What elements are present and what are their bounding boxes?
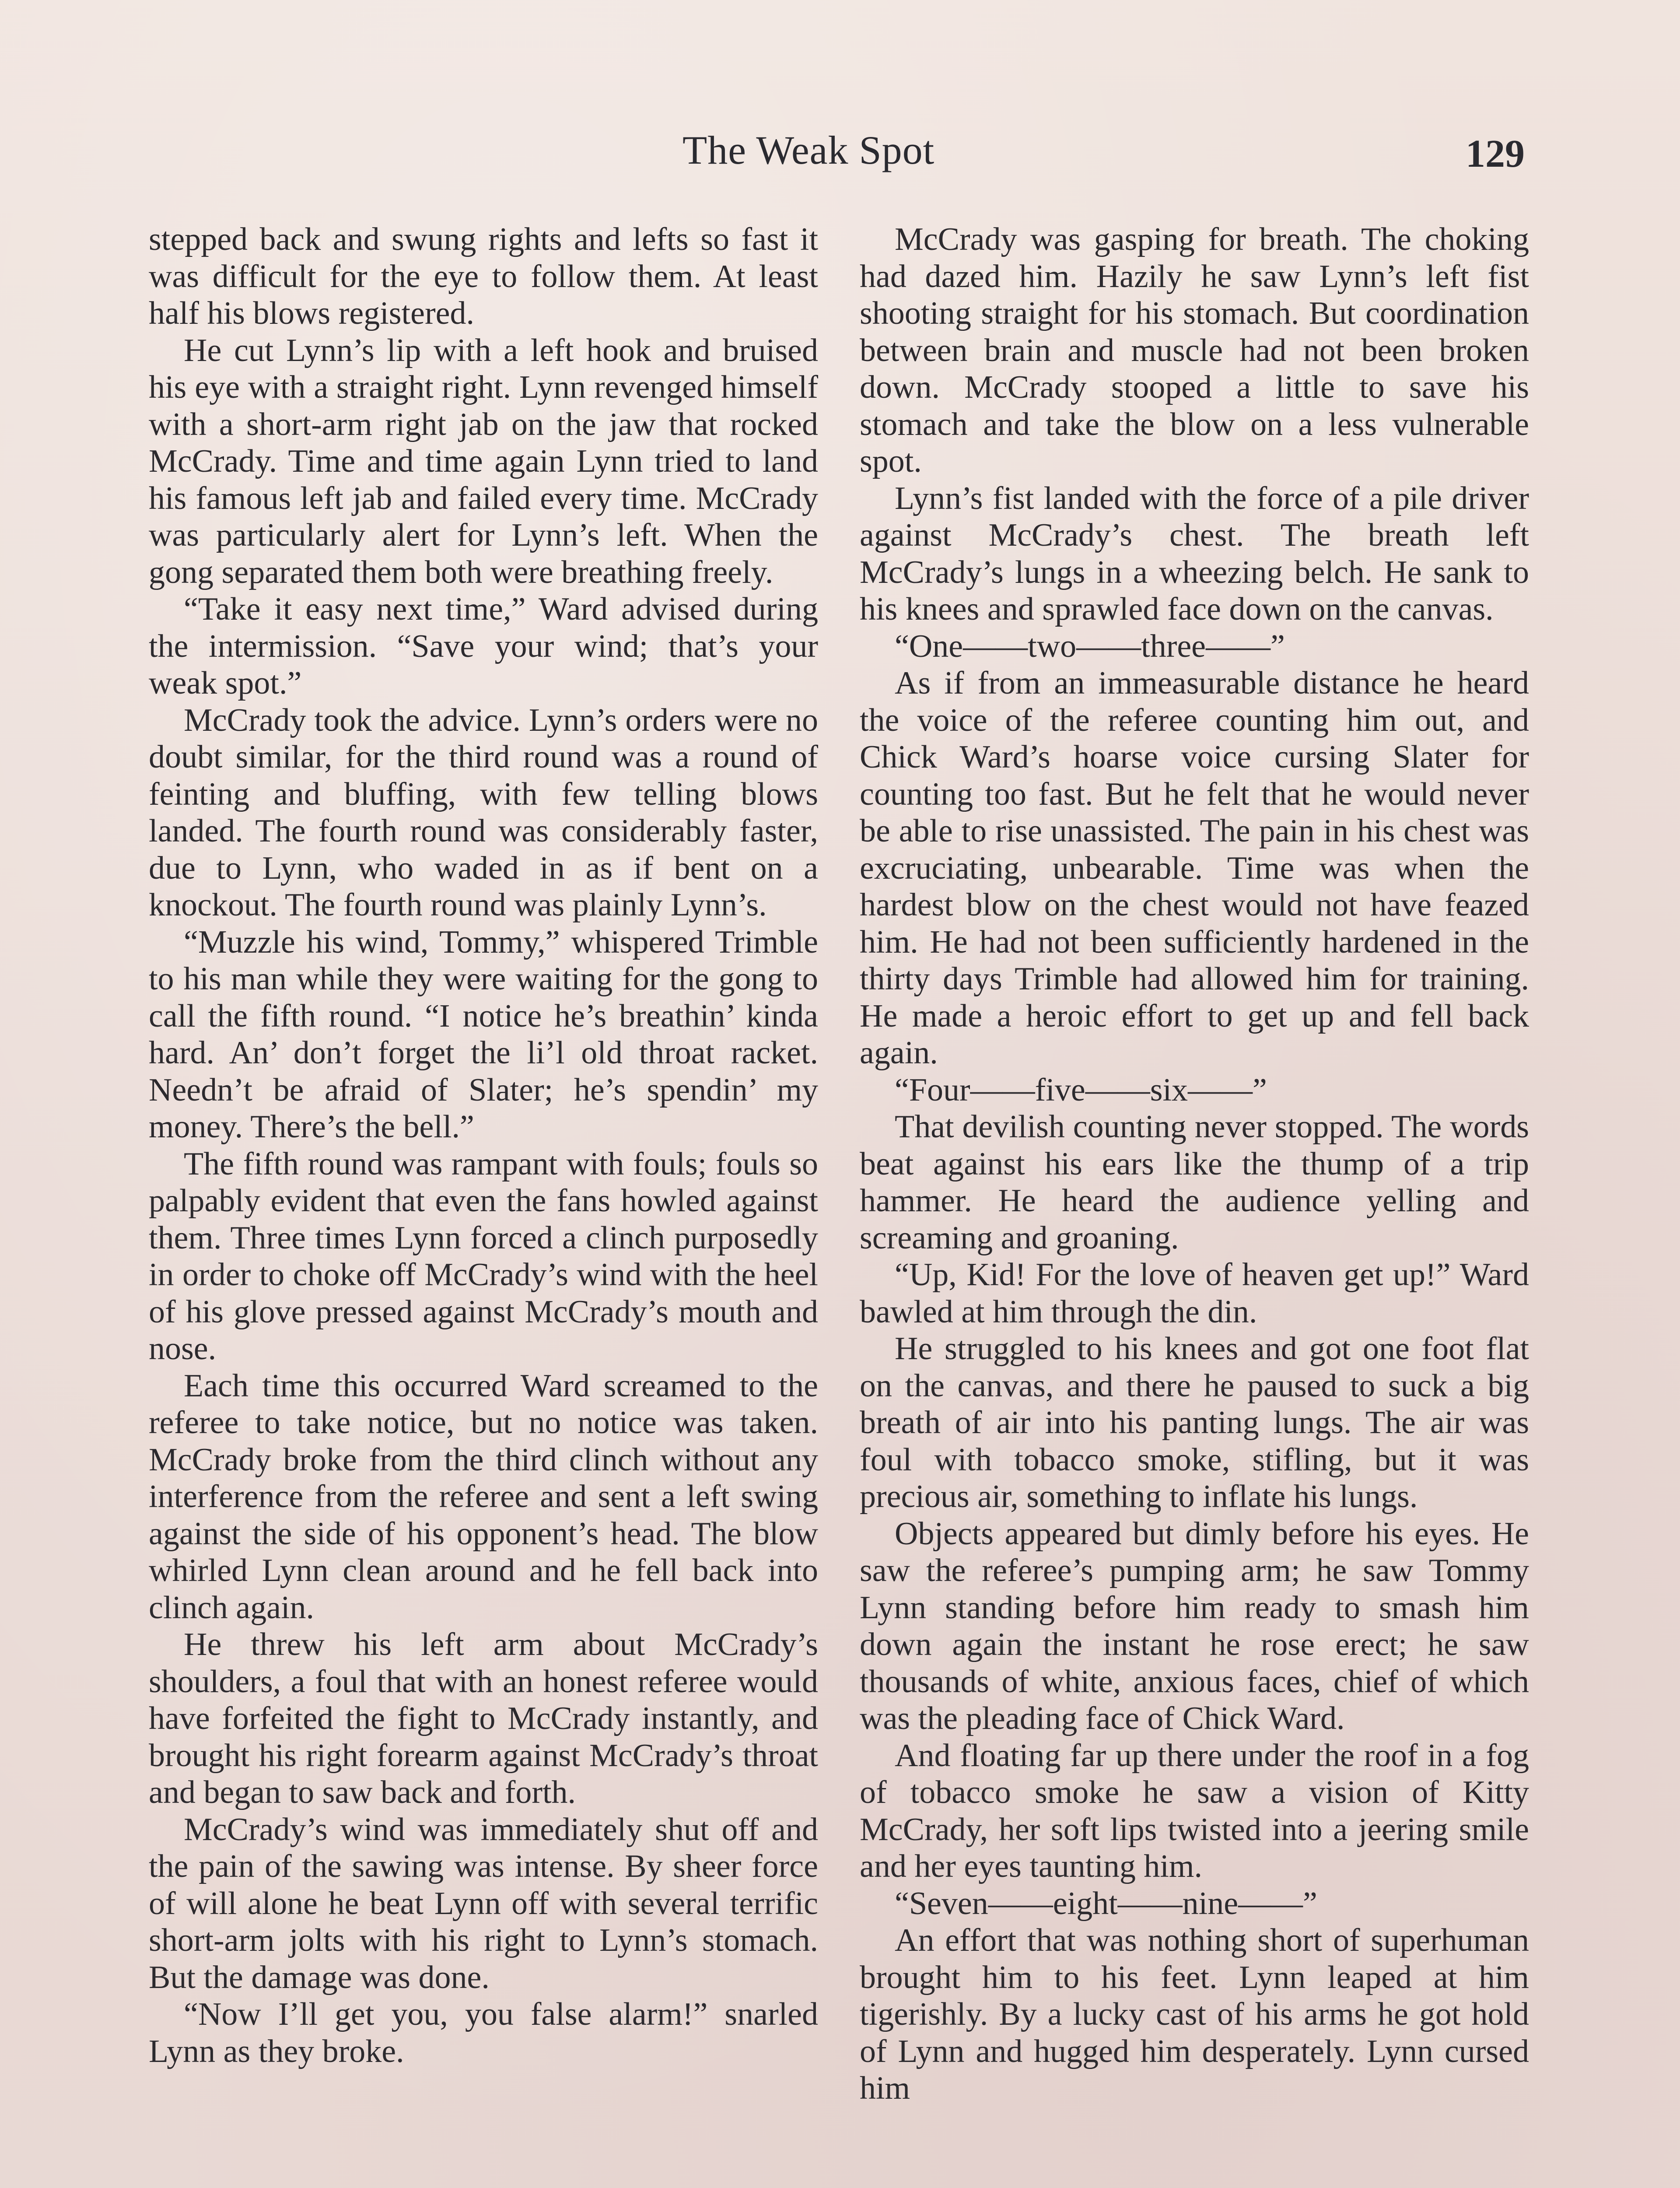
paragraph: McCrady’s wind was immediately shut off and the pain of the sawing was intense. By sheer force of will alone he beat Lynn off with several terrific short-arm jolts with his right to Lynn’s stomach. But the damage was done.	[149, 1811, 818, 1995]
paragraph: stepped back and swung rights and lefts so fast it was difficult for the eye to follow them. At least half his blows registered.	[149, 221, 818, 331]
paragraph: Each time this occurred Ward screamed to the referee to take notice, but no notice was taken. McCrady broke from the third clinch without any interference from the referee and sent a left swing against the side of his opponent’s head. The blow whirled Lynn clean around and he fell back into clinch again.	[149, 1368, 818, 1626]
paragraph: “Now I’ll get you, you false alarm!” snarled Lynn as they broke.	[149, 1996, 818, 2069]
page-number: 129	[1466, 132, 1525, 175]
paragraph: “Four——five——six——”	[895, 1072, 1267, 1108]
paragraph: “Up, Kid! For the love of heaven get up!” Ward bawled at him through the din.	[860, 1257, 1529, 1330]
paragraph: As if from an immeasurable distance he heard the voice of the referee counting him out, and Chick Ward’s hoarse voice cursing Slater for counting too fast. But he felt that he would never be able to rise unassisted. The pain in his chest was excruciating, unbearable. Time was when the hardest blow on the chest would not have feazed him. He had not been sufficiently hardened in the thirty days Trimble had allowed him for training. He made a heroic effort to get up and fell back again.	[860, 665, 1529, 1071]
paragraph: He struggled to his knees and got one foot flat on the canvas, and there he paused to suck a big breath of air into his panting lungs. The air was foul with tobacco smoke, stifling, but it was precious air, something to inflate his lungs.	[860, 1331, 1529, 1515]
paragraph: “Seven——eight——nine——”	[895, 1885, 1317, 1922]
paragraph: McCrady was gasping for breath. The choking had dazed him. Hazily he saw Lynn’s left fist shooting straight for his stomach. But coordination between brain and muscle had not been broken down. McCrady stooped a little to save his stomach and take the blow on a less vulnerable spot.	[860, 221, 1529, 479]
paragraph: “Take it easy next time,” Ward advised during the intermission. “Save your wind; that’s your weak spot.”	[149, 591, 818, 701]
paragraph: Lynn’s fist landed with the force of a pile driver against McCrady’s chest. The breath left McCrady’s lungs in a wheezing belch. He sank to his knees and sprawled face down on the canvas.	[860, 480, 1529, 627]
paragraph: Objects appeared but dimly before his eyes. He saw the referee’s pumping arm; he saw Tommy Lynn standing before him ready to smash him down again the instant he rose erect; he saw thousands of white, anxious faces, chief of which was the pleading face of Chick Ward.	[860, 1515, 1529, 1736]
paragraph: That devilish counting never stopped. The words beat against his ears like the thump of a trip hammer. He heard the audience yelling and screaming and groaning.	[860, 1109, 1529, 1256]
paragraph: “Muzzle his wind, Tommy,” whispered Trimble to his man while they were waiting for the gong to call the fifth round. “I notice he’s breathin’ kinda hard. An’ don’t forget the li’l old throat racket. Needn’t be afraid of Slater; he’s spendin’ my money. There’s the bell.”	[149, 924, 818, 1145]
paragraph: “One——two——three——”	[895, 628, 1285, 664]
right-text-column	[860, 221, 1529, 2107]
paragraph: McCrady took the advice. Lynn’s orders were no doubt similar, for the third round was a round of feinting and bluffing, with few telling blows landed. The fourth round was considerably faster, due to Lynn, who waded in as if bent on a knockout. The fourth round was plainly Lynn’s.	[149, 702, 818, 923]
paragraph: He threw his left arm about McCrady’s shoulders, a foul that with an honest referee would have forfeited the fight to McCrady instantly, and brought his right forearm against McCrady’s throat and began to saw back and forth.	[149, 1627, 818, 1810]
running-head-title: The Weak Spot	[682, 128, 935, 172]
paragraph: The fifth round was rampant with fouls; fouls so palpably evident that even the fans howled against them. Three times Lynn forced a clinch purposedly in order to choke off McCrady’s wind with the heel of his glove pressed against McCrady’s mouth and nose.	[149, 1146, 818, 1367]
left-text-column	[149, 221, 818, 2070]
paragraph: He cut Lynn’s lip with a left hook and bruised his eye with a straight right. Lynn revenged himself with a short-arm right jab on the jaw that rocked McCrady. Time and time again Lynn tried to land his famous left jab and failed every time. McCrady was particularly alert for Lynn’s left. When the gong separated them both were breathing freely.	[149, 332, 818, 590]
paragraph: An effort that was nothing short of superhuman brought him to his feet. Lynn leaped at him tigerishly. By a lucky cast of his arms he got hold of Lynn and hugged him desperately. Lynn cursed him	[860, 1922, 1529, 2106]
paragraph: And floating far up there under the roof in a fog of tobacco smoke he saw a vision of Kitty McCrady, her soft lips twisted into a jeering smile and her eyes taunting him.	[860, 1737, 1529, 1884]
